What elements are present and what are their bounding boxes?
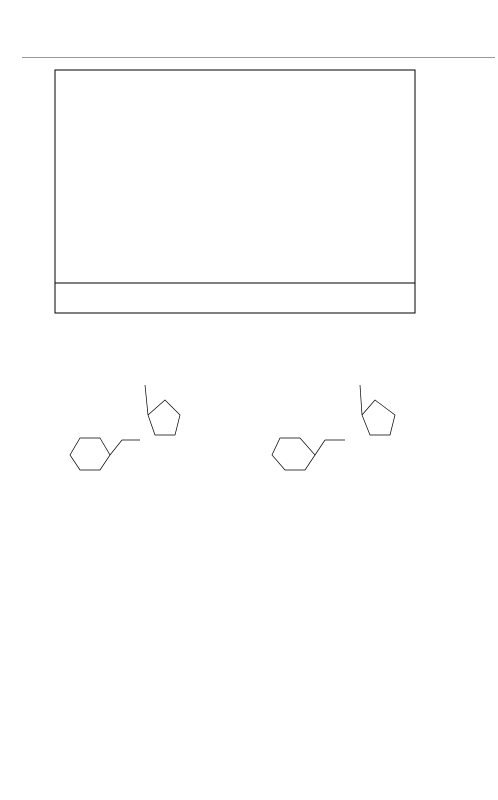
alpha-anomer-structure: [70, 385, 180, 470]
structure-diagrams: [40, 360, 490, 525]
nmr-spectrum-chart: [0, 60, 498, 350]
beta-anomer-structure: [272, 385, 395, 470]
header-intensity: [158, 537, 198, 548]
header-ppm: [100, 537, 158, 548]
header-mark: [270, 537, 290, 548]
header-assignment: [198, 537, 270, 548]
peak-table: [100, 537, 290, 548]
plot-frame: [55, 70, 415, 313]
header-divider: [22, 57, 495, 58]
peak-table-header: [100, 537, 290, 548]
